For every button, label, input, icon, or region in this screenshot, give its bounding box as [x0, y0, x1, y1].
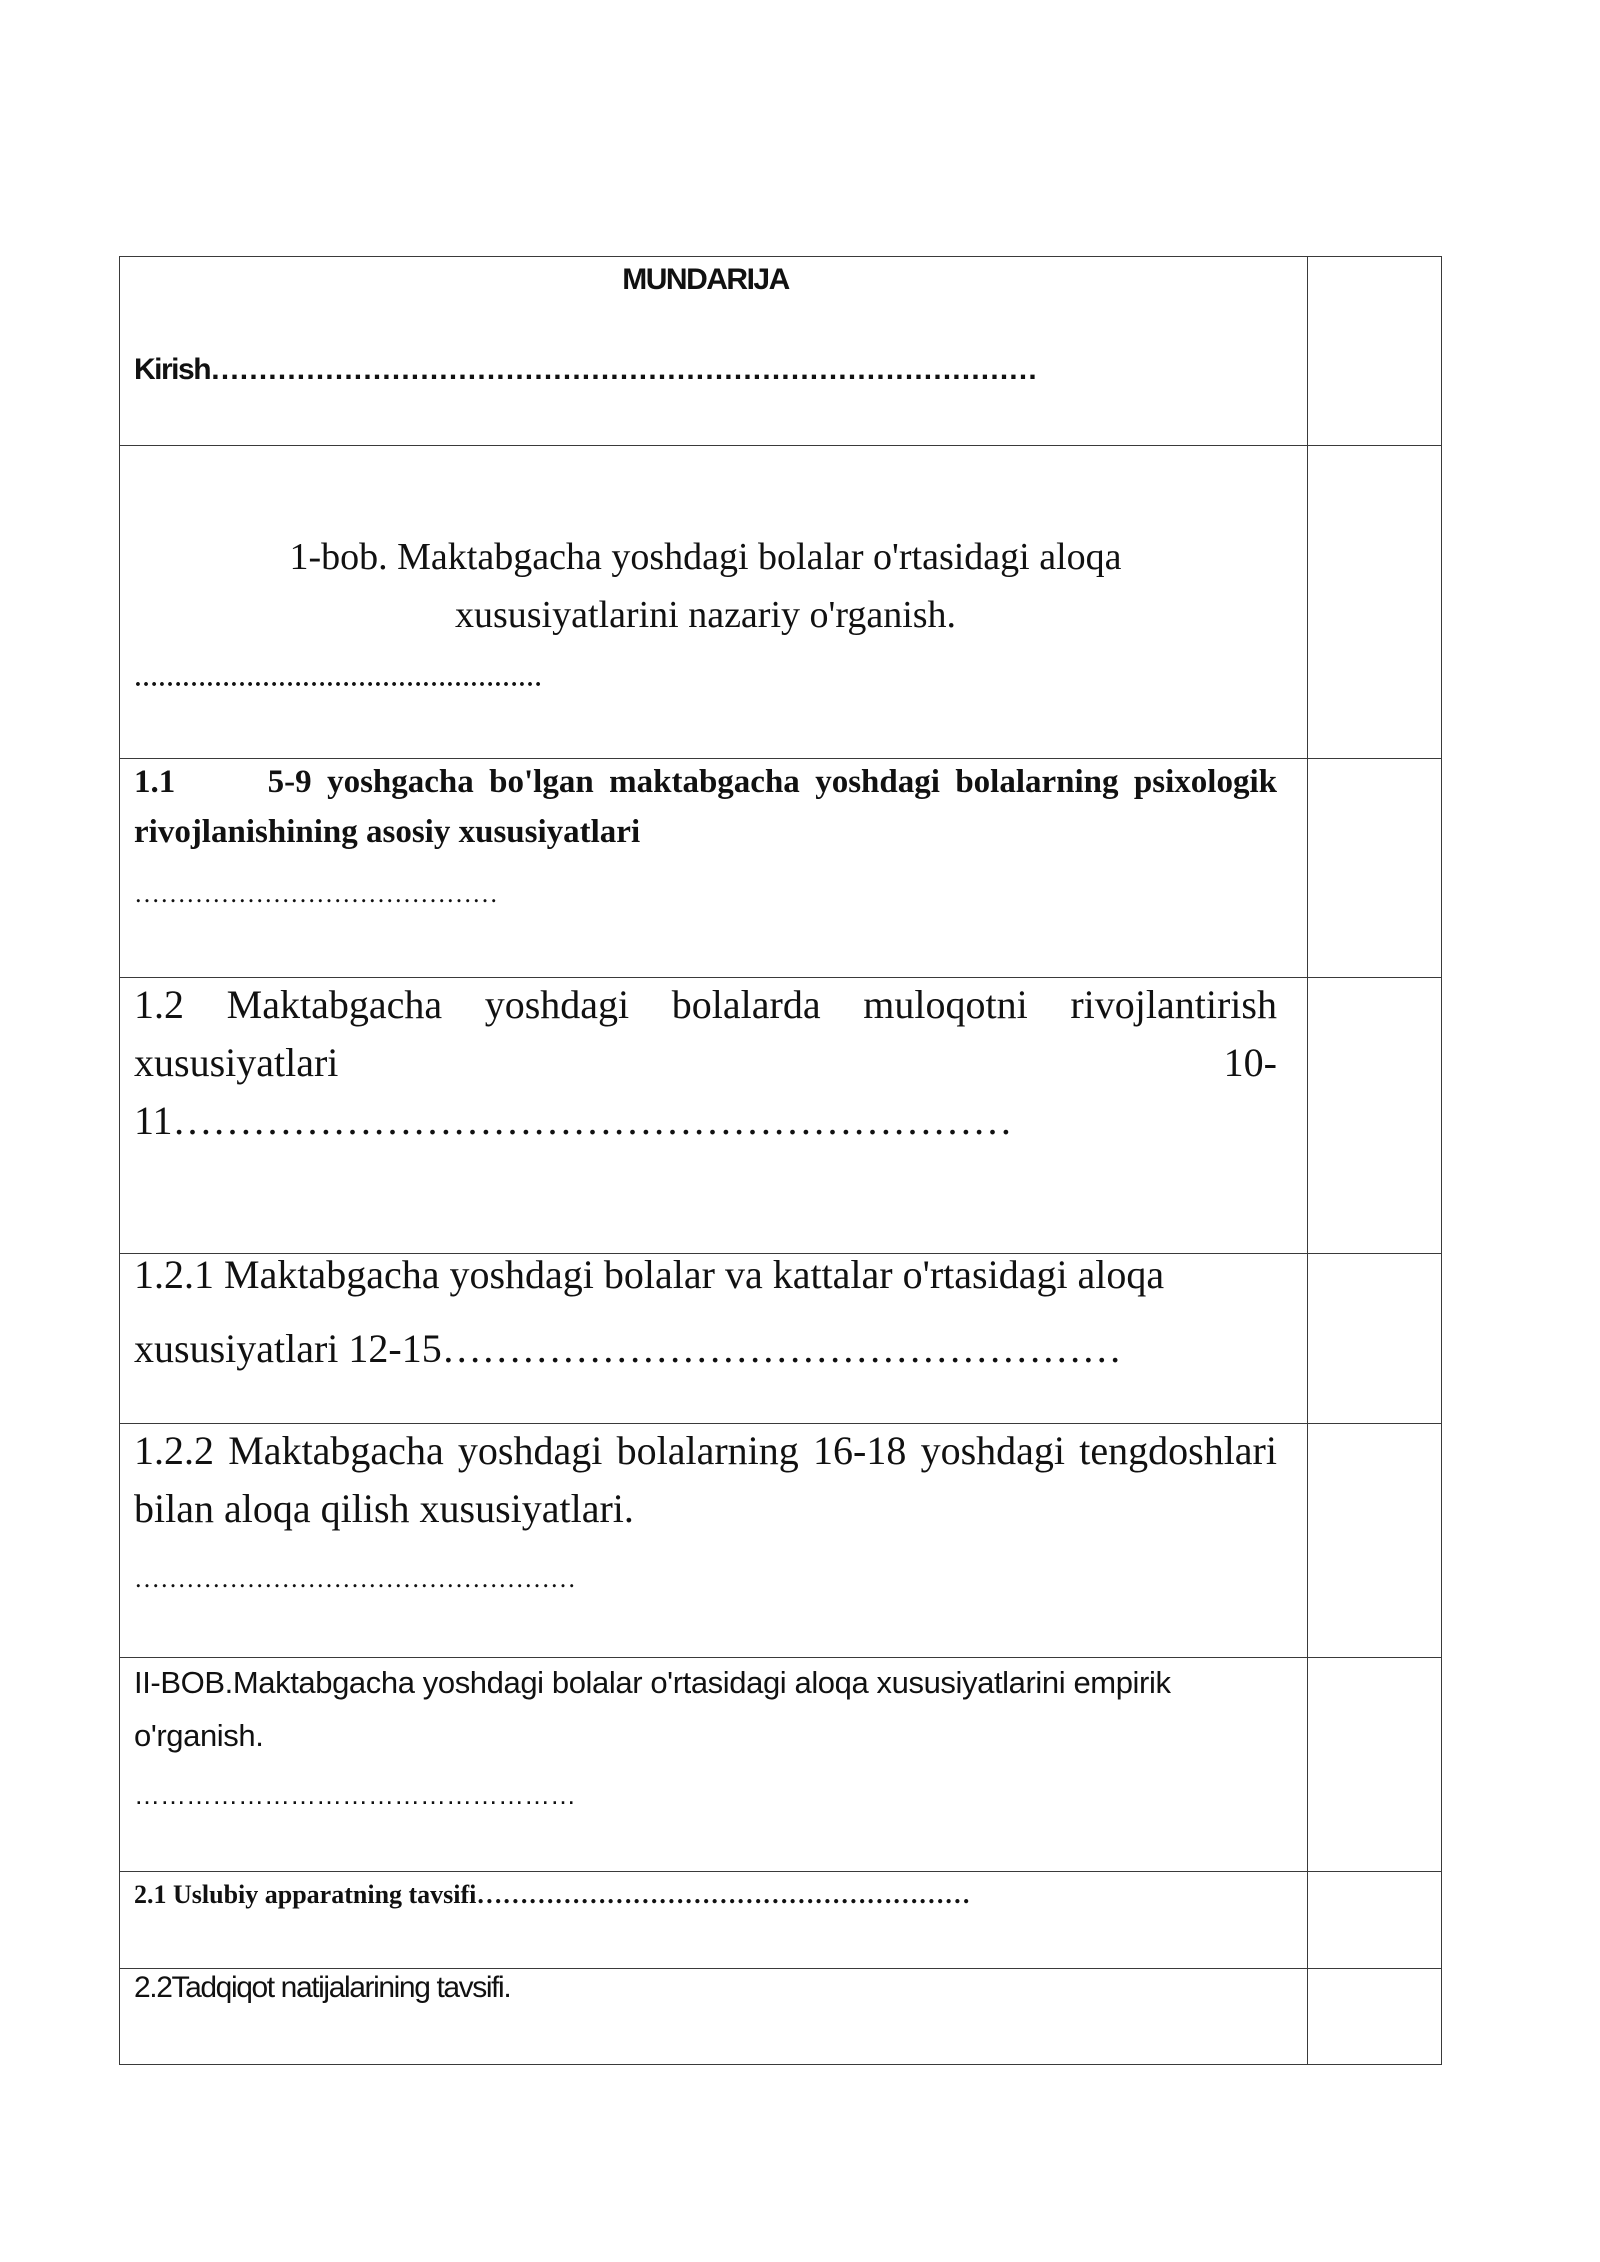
toc-row-section-1-2-2: [120, 1424, 1442, 1658]
section-2-1-title: 2.1 Uslubiy apparatning tavsifi…………………………………………………: [134, 1880, 971, 1909]
chapter-1-title: [134, 528, 1277, 644]
toc-row-section-1-2: [120, 978, 1442, 1254]
section-1-2-2-title: 1.2.2 Maktabgacha yoshdagi bolalarning 16-18 yoshdagi tengdoshlari bilan aloqa qilish xususiyatlari.: [134, 1428, 1277, 1531]
section-1-1-title: 1.1 5-9 yoshgacha bo'lgan maktabgacha yoshdagi bolalarning psixologik rivojlanishining asosiy xususiyatlari: [134, 764, 1277, 850]
toc-row-chapter-2: [120, 1658, 1442, 1872]
chapter-1-title-line-2: xususiyatlarini nazariy o'rganish.: [454, 594, 957, 636]
toc-row-section-1-1: [120, 759, 1442, 978]
chapter-2-leader: ……………………………………………: [134, 1780, 576, 1810]
page-number-cell: [1308, 1872, 1442, 1969]
chapter-2-title: II-BOB.Maktabgacha yoshdagi bolalar o'rtasidagi aloqa xususiyatlarini empirik o'rganish.: [134, 1665, 1171, 1753]
toc-row-section-2-1: [120, 1872, 1442, 1969]
section-1-2-1-line-2: xususiyatlari 12-15……………………………………………: [134, 1326, 1122, 1371]
toc-row-kirish: [120, 257, 1442, 446]
toc-entry-kirish: Kirish……………………………………………………………………………: [134, 353, 1037, 386]
toc-row-chapter-1: [120, 446, 1442, 759]
page-number-cell: [1308, 1658, 1442, 1872]
toc-row-section-2-2: [120, 1969, 1442, 2065]
section-2-2-title: 2.2Tadqiqot natijalarining tavsifi.: [134, 1971, 511, 2004]
page-number-cell: [1308, 759, 1442, 978]
page-number-cell: [1308, 446, 1442, 759]
table-of-contents: [119, 256, 1442, 2065]
page-number-cell: [1308, 1424, 1442, 1658]
chapter-1-leader: ……………………………………………: [134, 666, 542, 692]
section-1-2-2-leader: ……………………………………………: [134, 1564, 576, 1593]
toc-row-section-1-2-1: [120, 1254, 1442, 1424]
toc-title: MUNDARIJA: [622, 263, 789, 296]
page-number-cell: [1308, 257, 1442, 446]
page-number-cell: [1308, 1969, 1442, 2065]
section-1-2-1-line-1: 1.2.1 Maktabgacha yoshdagi bolalar va kattalar o'rtasidagi aloqa: [134, 1252, 1165, 1297]
section-1-2-title: 1.2 Maktabgacha yoshdagi bolalarda muloqotni rivojlantirish xususiyatlari 10-11………………………………………………………: [134, 982, 1277, 1143]
page-number-cell: [1308, 1254, 1442, 1424]
chapter-1-title-line-1: 1-bob. Maktabgacha yoshdagi bolalar o'rtasidagi aloqa: [289, 536, 1122, 578]
section-1-2-1-title: [134, 1238, 1277, 1386]
section-1-1-leader: ……………………………………: [134, 879, 498, 908]
page-number-cell: [1308, 978, 1442, 1254]
